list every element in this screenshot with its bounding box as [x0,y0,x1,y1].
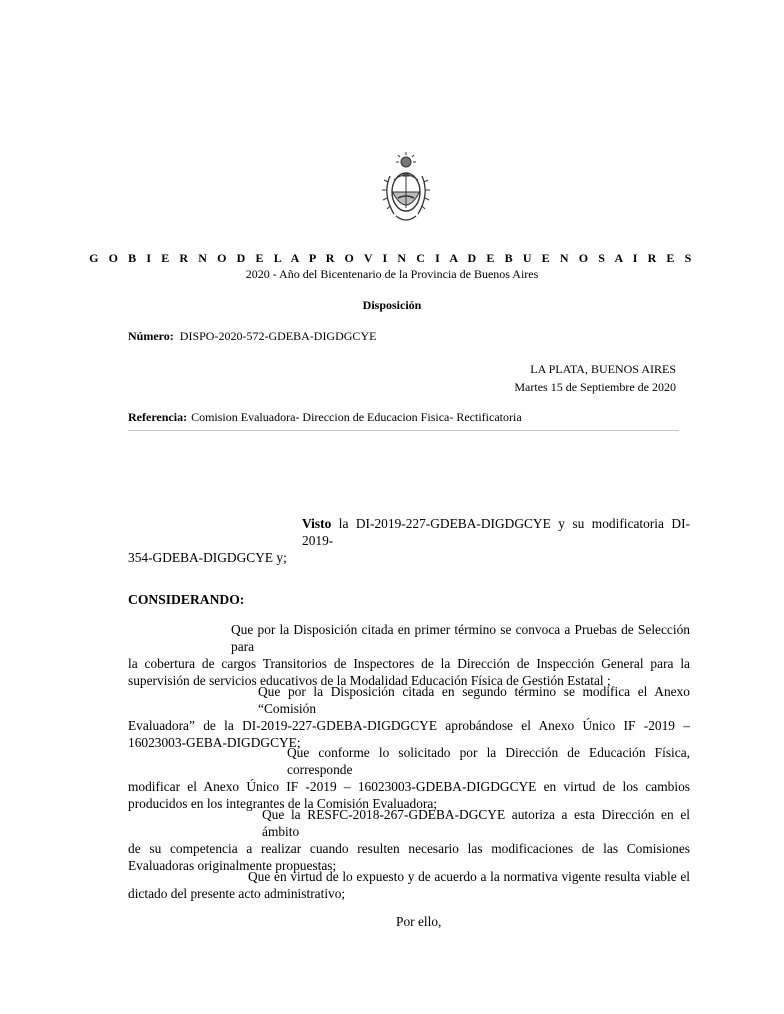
numero-value: DISPO-2020-572-GDEBA-DIGDGCYE [179,329,377,343]
paragraph-1-rest: la cobertura de cargos Transitorios de Inspectores de la Dirección de Inspección General para la supervisión de servicios educativos de la Modalidad Educación Física de Gestión Estatal ; [128,656,690,688]
referencia-label: Referencia: [128,410,188,424]
numero-label: Número: [128,329,174,343]
paragraph-2-rest: Evaluadora” de la DI-2019-227-GDEBA-DIGDGCYE aprobándose el Anexo Único IF -2019 – 16023003-GEBA-DIGDGCYE; [128,718,690,750]
paragraph-4 [128,806,690,874]
visto-first-line [128,515,690,549]
paragraph-2-first-line: Que por la Disposición citada en segundo término se modifica el Anexo “Comisión [258,684,690,716]
government-title: G O B I E R N O D E L A P R O V I N C I A D E B U E N O S A I R E S [89,251,695,265]
considerando-heading: CONSIDERANDO: [128,592,245,607]
paragraph-5-first-line: Que en virtud de lo expuesto y de acuerdo a la normativa vigente resulta viable el [248,869,690,884]
visto-label: Visto [302,516,332,531]
paragraph-5-rest: dictado del presente acto administrativo; [128,886,346,901]
visto-first: la DI-2019-227-GDEBA-DIGDGCYE y su modificatoria DI-2019- [302,516,690,548]
paragraph-3 [128,744,690,812]
document-reference [128,410,522,425]
document-number [128,329,376,344]
visto-rest: 354-GDEBA-DIGDGCYE y; [128,550,287,565]
header-divider [128,430,679,431]
year-motto: 2020 - Año del Bicentenario de la Provincia de Buenos Aires [245,267,539,281]
paragraph-4-first-line: Que la RESFC-2018-267-GDEBA-DGCYE autoriza a esta Dirección en el ámbito [262,807,690,839]
paragraph-1-first-line: Que por la Disposición citada en primer término se convoca a Pruebas de Selección para [231,622,690,654]
paragraph-1 [128,621,690,689]
referencia-value: Comision Evaluadora- Direccion de Educacion Fisica- Rectificatoria [191,410,522,424]
coat-of-arms-icon [378,150,434,228]
paragraph-3-rest: modificar el Anexo Único IF -2019 – 16023003-GDEBA-DIGDGCYE en virtud de los cambios producidos en los integrantes de la Comisión Evaluadora; [128,779,690,811]
paragraph-3-first-line: Que conforme lo solicitado por la Dirección de Educación Física, corresponde [287,745,690,777]
paragraph-5 [128,868,690,902]
paragraph-2 [128,683,690,751]
document-place: LA PLATA, BUENOS AIRES [530,362,676,376]
paragraph-4-rest: de su competencia a realizar cuando resulten necesario las modificaciones de las Comisiones Evaluadoras originalmente propuestas; [128,841,690,873]
document-type: Disposición [362,298,422,312]
visto-paragraph [128,515,690,566]
document-date: Martes 15 de Septiembre de 2020 [514,380,676,394]
closing-phrase: Por ello, [396,914,442,929]
